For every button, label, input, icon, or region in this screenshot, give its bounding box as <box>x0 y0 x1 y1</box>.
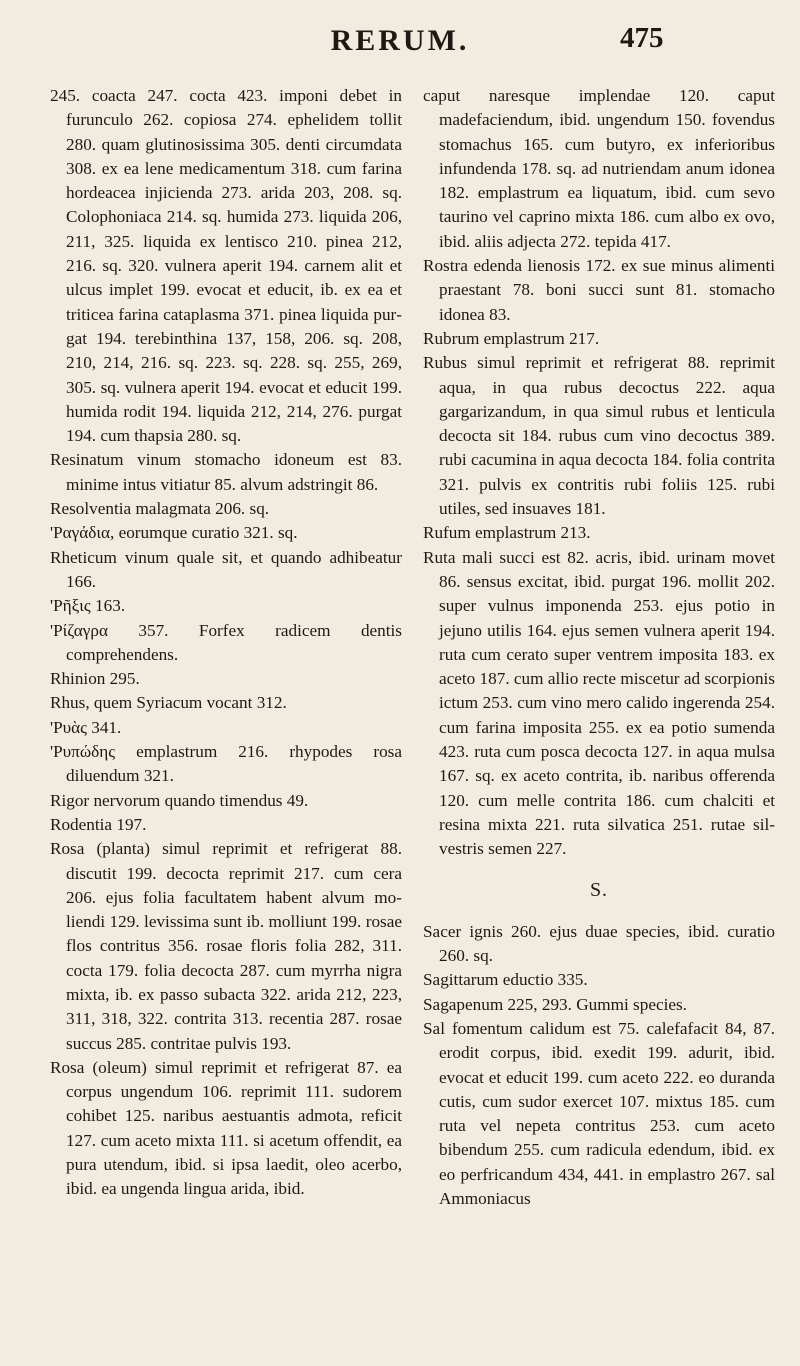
index-entry: Rufum emplastrum 213. <box>423 523 591 543</box>
index-entry: Resinatum vinum stomacho idoneum est 83. minime intus vitiatur 85. alvum adstringit 86. <box>50 450 402 494</box>
index-entry: Sal fomentum calidum est 75. calefafacit 84, 87. erodit corpus, ibid. exedit 199. adurit, ibid. evocat et educit 199. cum aceto 222. eo duranda cutis, cum sudor exercet 107. mixtus 185. cum ruta vel nepeta contritus 253. cum aceto bibendum 255. cum radicula edendum, ibid. ex eo perfricandum 434, 441. in emplastro 267. sal Ammoniacus <box>423 1018 775 1209</box>
index-entry: Rubrum emplastrum 217. <box>423 328 600 348</box>
index-entry: Rhus, quem Syriacum vocant 312. <box>50 693 287 713</box>
index-entry: 'Ρῆξις 163. <box>50 596 126 616</box>
running-header-title: RERUM. <box>330 24 470 57</box>
index-entry: Rodentia 197. <box>50 814 147 834</box>
index-entry: Sacer ignis 260. ejus duae species, ibid. curatio 260. sq. <box>423 921 775 966</box>
index-column-right <box>423 84 775 1211</box>
index-entry: Rheticum vinum quale sit, et quando adhibeatur 166. <box>50 547 402 591</box>
index-entry: Sagittarum eductio 335. <box>423 970 588 990</box>
index-entry: Ruta mali succi est 82. acris, ibid. urinam movet 86. sensus excitat, ibid. purgat 196. mollit 202. super vulnus imponenda 253. ejus potio in jejuno utilis 164. ejus semen vulnera aperit 194. ruta cum cerato super ventrem imposita 183. ex aceto 187. cum allio recte miscetur ad scorpionis ictum 253. cum vino mero calido ingerenda 254. cum farina imposita 255. ex ea potio sumenda 423. ruta cum posca decocta 127. in aqua mulsa 167. sq. ex aceto contrita, ib. naribus offerenda 120. cum melle contrita 186. cum chalciti et resina mixta 221. ruta silvatica 251. rutae silvestris semen 227. <box>423 547 775 859</box>
index-column-left <box>50 84 402 1202</box>
index-entry: caput naresque implendae 120. caput madefaciendum, ibid. ungendum 150. fovendus stomachus 165. cum butyro, ex inferioribus infundenda 178. sq. ad nutriendam anum idonea 182. emplastrum ea liquatum, ibid. cum sevo taurino vel caprino mixta 186. cum albo ex ovo, ibid. aliis adjecta 272. tepida 417. <box>423 86 775 251</box>
index-entry: Rubus simul reprimit et refrigerat 88. reprimit aqua, in qua rubus decoctus 222. aqua gargarizandum, in qua simul rubus et lenticula decocta sit 184. rubus cum vino decoctus 389. rubi cacumina in aqua decocta 184. folia contrita 321. pulvis ex contritis rubi foliis 125. rubi utiles, sed insuaves 181. <box>423 353 775 519</box>
index-entry: Sagapenum 225, 293. Gummi species. <box>423 994 687 1014</box>
index-entry: Resolventia malagmata 206. sq. <box>50 499 270 519</box>
index-entry: Rosa (planta) simul reprimit et refrigerat 88. discutit 199. decocta reprimit 217. cum cera 206. ejus folia facultatem habent alvum moliendi 129. levissima sunt ib. molliunt 199. rosae flos contritus 356. rosae floris folia 282, 311. cocta 179. folia decocta 287. cum myrrha nigra mixta, ib. ex passo subacta 322. arida 212, 223, 311, 318, 322. contrita 313. recentia 287. rosae succus 285. contritae pulvis 193. <box>50 839 402 1053</box>
index-entry: Rostra edenda lienosis 172. ex sue minus alimenti praestant 78. boni succi sunt 81. stomacho idonea 83. <box>423 256 775 324</box>
index-entry: 'Ρυπώδης emplastrum 216. rhypodes rosa diluendum 321. <box>50 742 402 786</box>
index-entry: 'Ραγάδια, eorumque curatio 321. sq. <box>50 523 298 543</box>
section-letter-heading: S. <box>589 878 609 901</box>
index-entry: 'Ρυὰς 341. <box>50 717 122 737</box>
index-entry: 245. coacta 247. cocta 423. imponi debet in furunculo 262. copiosa 274. ephelidem tollit 280. quam glutinosissima 305. denti circumdata 308. ex ea lene medicamentum 318. cum farina hordeacea injicienda 273. arida 203, 208. sq. Colophoniaca 214. sq. humida 273. liquida 206, 211, 325. liquida ex lentisco 210. pinea 212, 216. sq. 320. vulnera aperit 194. carnem alit et ulcus implet 199. evocat et educit, ib. ex ea et triticea farina cataplasma 371. pinea liquida purgat 194. terebinthina 137, 158, 206. sq. 208, 210, 214, 216. sq. 223. sq. 228. sq. 255, 269, 305. sq. vulnera aperit 194. evocat et educit 199. humida rodit 194. liquida 212, 214, 276. purgat 194. cum thapsia 280. sq. <box>50 86 402 446</box>
page-number: 475 <box>620 22 664 54</box>
index-entry: 'Ρίζαγρα 357. Forfex radicem dentis comprehendens. <box>50 620 402 664</box>
index-entry: Rigor nervorum quando timendus 49. <box>50 790 309 810</box>
index-entry: Rosa (oleum) simul reprimit et refrigerat 87. ea corpus ungendum 106. reprimit 111. sudorem cohibet 125. naribus aestuantis admota, reficit 127. cum aceto mixta 111. si acetum offendit, ea pura utendum, ibid. si ipsa laedit, oleo acerbo, ibid. ea ungenda lingua arida, ibid. <box>50 1057 402 1199</box>
index-entry: Rhinion 295. <box>50 669 140 689</box>
